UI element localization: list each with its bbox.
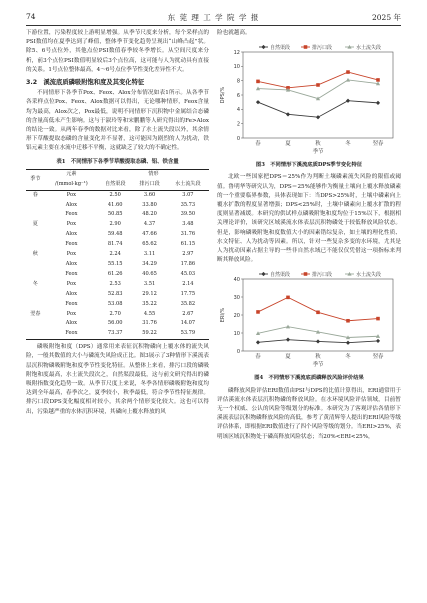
- left-paragraph-3: 磷吸附饱和度（DPS）通常用来表征沉积物磷向上覆水体的流失风险，一般其数值的大小与磷流失风险成正比。图3展示了3种情形下溪流表层沉积物磷吸附饱和度季节性变化特征。从整体上来看，排污口段的磷吸附饱和度最高，水土流失段次之，自然渠段最低，这与前文研究得出的磷吸附指数变化趋势一致。从季节尺度上来说，冬季各情形磷吸附饱和度均达到全年最高，春季次之，夏季较小，秋季最低，符合季节性特征规律。排污口段DPS变化幅度相对较小，其余两个情形变化较大。这也可以得出，污染越严重的水体沉积环境，其磷向上覆水释放的风: [26, 344, 209, 415]
- table-cell-value: 3.07: [182, 191, 194, 198]
- table-cell-season: 翌春: [30, 310, 41, 317]
- table-cell-element: Feox: [65, 330, 78, 337]
- y-tick-label: 2: [236, 121, 240, 128]
- table-row: [26, 280, 209, 290]
- legend-label: 自然渠段: [270, 272, 291, 279]
- data-table: [26, 169, 209, 340]
- data-point: [256, 341, 260, 345]
- right-paragraph-2: 北欧一些国家把DPS＝25%作为判断土壤磷素流失风险的限值或阈值。鲁明华等研究认为，DPS＝25%能够作为衡量土壤向上覆水释放磷素的一个重要临界参数，具体表现如下：当DPS>25%时，土壤中磷素向上覆水扩散的程度显著增强；DPS<25%时，土壤中磷素向上覆水扩散的程度则显著减缓。本研究的供试样点磷吸附饱和度均位于15%以下，根据相关理论评价，该研究区域溪流水体表层沉积物磷处于较低释放风险状态。但是，影响磷吸附饱和度数值大小的因素错综复杂，如土壤的理化性质、水文特征、人为扰动等因素。所以，针对一些复杂多变的水环境，尤其是人为扰动因素占据主导的一些非自然水域已不能仅仅凭借这一项指标来判断其释放风险。: [217, 174, 401, 264]
- left-paragraph-2: 不同情形下各季节Pox、Feox、Alox分布情况如表1所示。从各季节各采样点位Pox、Feox、Alox数据可以得出，无论哪种情形，Feox含量均为最高，Alox次之，Pox最低，说明不同情形下沉积物中金属结合态磷的含量高低未产生影响。这与于淑玲等和宋鹏鹏等人研究得出的Fe>Alox的结论一致。从两年春季的数据对比来看，除了水土流失段以外，其余情形下草酸提取态磷的含量变化并不显著，这可能因为剧烈的人为扰动，铁铝元素主要在水流中迁移不平衡，这就缺乏了较大的不确定性。: [26, 90, 209, 152]
- table-cell-season: 夏: [32, 221, 38, 228]
- journal-name: 东 莞 理 工 学 院 学 报: [167, 13, 260, 22]
- table-row: [26, 230, 209, 240]
- table-cell-element: Pox: [66, 280, 76, 287]
- table-cell-season: [26, 270, 45, 280]
- table-cell-value: 81.74: [107, 241, 123, 248]
- table-cell-element: Alox: [65, 320, 77, 327]
- table-row: [26, 260, 209, 270]
- x-axis-label: 季节: [312, 362, 324, 369]
- header-rule: [26, 25, 401, 26]
- x-tick-label: 春: [255, 354, 261, 361]
- table-cell-element: Feox: [65, 211, 78, 218]
- table-cell-element: Alox: [65, 231, 77, 238]
- table-cell-value: 2.67: [182, 310, 194, 317]
- data-point: [286, 325, 290, 329]
- table-cell-value: 35.22: [142, 300, 157, 307]
- table-cell-value: 47.66: [142, 231, 157, 238]
- x-tick-label: 春: [255, 141, 261, 148]
- table-cell-value: 34.29: [142, 261, 157, 267]
- legend-label: 排污口段: [312, 45, 333, 52]
- x-tick-label: 翌春: [372, 141, 384, 148]
- table-cell-value: 4.37: [143, 221, 156, 228]
- table-cell-value: 41.60: [107, 201, 123, 208]
- table-cell-value: 2.70: [109, 310, 121, 317]
- data-point: [286, 112, 290, 116]
- data-point: [316, 311, 320, 315]
- table-row: [26, 190, 209, 200]
- page-number: 74: [26, 12, 36, 21]
- table-row: [26, 319, 209, 329]
- data-point: [376, 317, 380, 321]
- table-cell-value: 56.00: [107, 320, 123, 327]
- table-cell-season: 春: [32, 191, 38, 198]
- x-tick-label: 翌春: [372, 354, 384, 361]
- y-tick-label: 0: [236, 136, 240, 143]
- legend-marker: [304, 273, 308, 277]
- table-cell-season: [26, 210, 45, 220]
- series-line: [258, 298, 378, 321]
- table-header-season: 季节: [30, 175, 41, 182]
- table-cell-value: 53.08: [107, 300, 123, 307]
- y-tick-label: 4: [236, 107, 240, 114]
- table-row: [26, 329, 209, 339]
- table-cell-value: 35.82: [180, 300, 196, 307]
- table-cell-value: 2.90: [109, 221, 121, 228]
- table-cell-value: 31.76: [142, 320, 157, 327]
- data-point: [376, 101, 380, 105]
- data-point: [256, 100, 260, 104]
- table-cell-value: 2.53: [109, 280, 121, 287]
- y-tick-label: 8: [236, 78, 240, 85]
- y-tick-label: 6: [236, 93, 240, 100]
- data-point: [316, 340, 320, 344]
- running-header: [26, 12, 401, 24]
- table-cell-season: 冬: [32, 280, 38, 287]
- table-cell-value: 45.03: [180, 270, 196, 277]
- table-caption: 表1 不同情形下各季节草酸提取态磷、铝、铁含量: [56, 158, 179, 165]
- table-cell-value: 33.80: [142, 201, 157, 208]
- table-row: [26, 310, 209, 320]
- table-cell-value: 17.86: [180, 261, 196, 267]
- table-cell-value: 53.79: [180, 330, 196, 337]
- series-line: [258, 80, 378, 99]
- table-row: [26, 250, 209, 260]
- table-cell-season: [26, 300, 45, 310]
- y-tick-label: 10: [233, 331, 240, 338]
- y-tick-label: 40: [233, 277, 240, 284]
- data-point: [346, 319, 350, 323]
- y-axis-label: DPS/%: [220, 86, 226, 104]
- x-tick-label: 冬: [345, 141, 351, 148]
- table-cell-element: Pox: [66, 191, 76, 198]
- table-cell-value: 2.24: [109, 251, 121, 258]
- y-tick-label: 0: [236, 349, 240, 356]
- legend-marker: [261, 272, 265, 276]
- table-row: [26, 210, 209, 220]
- figure-3-caption: 图3 不同情形下溪流底质DPS季节变化特征: [255, 162, 363, 169]
- table-row: [26, 220, 209, 230]
- table-cell-value: 59.22: [142, 330, 157, 337]
- table-cell-value: 4.55: [143, 310, 156, 317]
- table-cell-season: [26, 240, 45, 250]
- table-cell-value: 29.12: [142, 290, 157, 297]
- x-tick-label: 夏: [285, 141, 291, 148]
- table-row: [26, 290, 209, 300]
- data-point: [286, 338, 290, 342]
- dps-chart: [217, 38, 401, 160]
- right-column: [217, 29, 401, 442]
- table-cell-value: 3.51: [143, 280, 156, 287]
- data-point: [346, 70, 350, 74]
- data-point: [256, 80, 260, 84]
- y-axis-label: ERI/%: [220, 308, 226, 323]
- legend-label: 自然渠段: [270, 45, 291, 52]
- right-paragraph-1: 险也就越高。: [217, 30, 251, 36]
- plot-frame: [243, 52, 393, 138]
- table-cell-value: 61.15: [180, 241, 196, 248]
- right-paragraph-3: 磷释放风险评估ERI数值由PSI与DPS的比值计算得出，ERI通常用于评估溪流水体表层沉积物磷的释放风险。在水环境风险评估领域，目前暂无一个权威、公认的风险等级划分的标准。本研究为了客观评估各情形下溪流表层沉积物磷释放风险的高低，参考了黄清辉等人提出的ERI风险等级评估体系，即根据ERI数值进行了四个风险等级的划分。当ERI>25%，表明该区域沉积物处于磷高释放风险状态；当20%<ERI<25%，: [217, 387, 401, 440]
- table-row: [26, 201, 209, 211]
- table-cell-value: 50.85: [107, 211, 123, 218]
- section-heading: 3.2 溪流底质磷吸附饱和度及其变化特征: [26, 79, 145, 87]
- table-cell-season: [26, 290, 45, 300]
- data-point: [256, 311, 260, 315]
- legend-label: 水土流失段: [356, 272, 382, 279]
- table-cell-element: Pox: [66, 221, 76, 228]
- data-point: [376, 78, 380, 82]
- left-paragraph-1: 下游位置，污染程度较上游明显增强。从季节尺度来分析，每个采样点的PSI数值均在夏季达到了峰值，整体季节变化趋势呈现出“山峰凸起”状。除5、6号点位外，其他点位PSI数值春季较冬季增长。从空间尺度来分析，前3个点位PSI数值明显较后3个点位高，这可能与人为扰动具有直接的关系。1号点位整体最高，4～6号点位季节性变化差异性不大。: [26, 30, 209, 73]
- series-line: [258, 101, 378, 117]
- table-cell-value: 14.07: [180, 320, 196, 327]
- table-cell-value: 65.62: [142, 241, 157, 248]
- data-point: [316, 83, 320, 87]
- table-cell-value: 3.11: [143, 251, 156, 258]
- legend-marker: [304, 45, 308, 49]
- table-header-group: 情形: [148, 170, 159, 177]
- figure-4-caption: 图4 不同情形下溪流底质磷释放风险评价结果: [254, 375, 364, 382]
- table-cell-element: Pox: [66, 310, 76, 317]
- table-cell-value: 55.15: [107, 261, 123, 267]
- table-cell-value: 61.26: [107, 270, 123, 277]
- table-body: [26, 190, 209, 340]
- table-cell-value: 31.76: [180, 231, 196, 238]
- y-tick-label: 20: [233, 313, 240, 320]
- table-cell-season: [26, 329, 45, 339]
- table-cell-element: Feox: [65, 300, 78, 307]
- table-header-col: 自然渠段: [105, 180, 126, 187]
- table-cell-element: Feox: [65, 241, 78, 248]
- data-point: [346, 99, 350, 103]
- y-tick-label: 12: [233, 50, 240, 57]
- legend-label: 排污口段: [312, 272, 333, 279]
- table-cell-value: 48.20: [142, 211, 157, 218]
- table-cell-season: [26, 230, 45, 240]
- table-row: [26, 300, 209, 310]
- table-header-unit: /(mmol·kg⁻¹): [55, 180, 88, 187]
- table-cell-element: Pox: [66, 251, 76, 258]
- table-cell-value: 39.50: [180, 211, 196, 218]
- data-point: [346, 341, 350, 345]
- table-row: [26, 240, 209, 250]
- y-tick-label: 10: [233, 64, 240, 71]
- table-cell-element: Alox: [65, 201, 77, 208]
- legend-label: 水土流失段: [356, 45, 382, 52]
- table-cell-season: 秋: [32, 251, 38, 258]
- x-axis-label: 季节: [312, 149, 324, 156]
- table-cell-season: [26, 319, 45, 329]
- legend-marker: [261, 45, 265, 49]
- table-cell-season: [26, 201, 45, 211]
- x-tick-label: 夏: [285, 354, 291, 361]
- left-column: [26, 29, 209, 417]
- table-header-col: 水土流失段: [175, 180, 201, 187]
- table-cell-value: 3.48: [182, 221, 194, 228]
- table-cell-value: 35.73: [180, 201, 196, 208]
- x-tick-label: 秋: [315, 141, 321, 148]
- table-cell-value: 3.60: [143, 191, 156, 198]
- data-point: [316, 115, 320, 119]
- table-cell-value: 2.97: [182, 251, 194, 258]
- table-cell-value: 59.48: [107, 231, 123, 238]
- table-cell-value: 2.14: [182, 280, 194, 287]
- table-header-element: 元素: [66, 170, 77, 177]
- table-cell-value: 73.37: [107, 330, 123, 337]
- data-point: [376, 339, 380, 343]
- x-tick-label: 秋: [315, 354, 321, 361]
- table-cell-value: 52.83: [107, 290, 123, 297]
- table-cell-element: Feox: [65, 270, 78, 277]
- x-tick-label: 冬: [345, 354, 351, 361]
- y-tick-label: 30: [233, 295, 240, 302]
- table-cell-element: Alox: [65, 261, 77, 267]
- table-cell-value: 40.65: [142, 270, 157, 277]
- table-cell-season: [26, 260, 45, 270]
- table-cell-element: Alox: [65, 290, 77, 297]
- data-point: [286, 296, 290, 300]
- table-cell-value: 2.50: [109, 191, 121, 198]
- table-row: [26, 270, 209, 280]
- eri-chart: [217, 265, 401, 373]
- table-cell-value: 17.75: [180, 290, 196, 297]
- table-header-col: 排污口段: [139, 180, 160, 187]
- journal-year: 2025 年: [372, 13, 401, 22]
